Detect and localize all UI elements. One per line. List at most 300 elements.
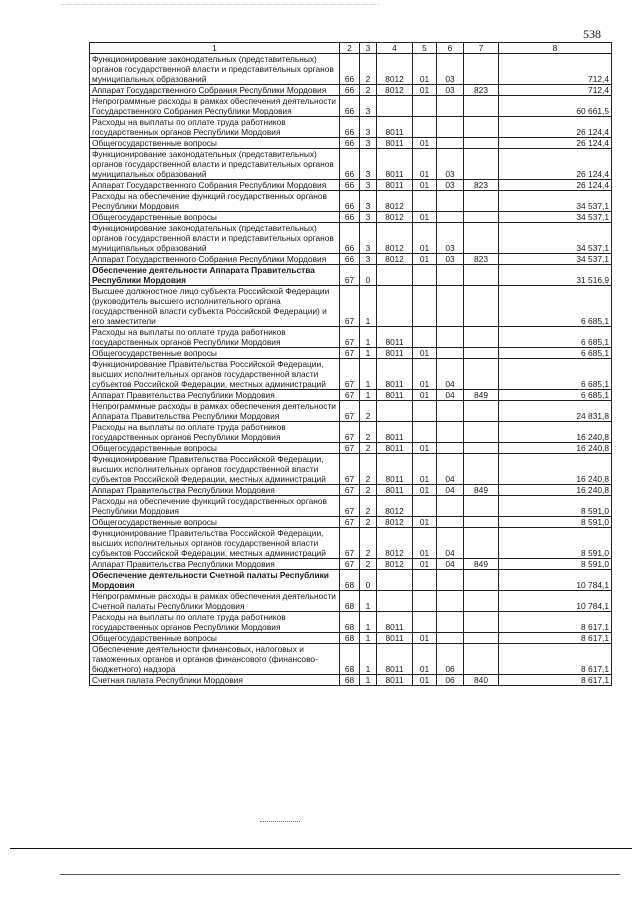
row-code-3: 2	[360, 559, 377, 570]
row-code-5: 01	[413, 633, 437, 644]
row-code-5	[413, 570, 437, 591]
row-code-7: 849	[464, 485, 499, 496]
row-code-6	[437, 96, 464, 117]
row-code-6	[437, 401, 464, 422]
row-description: Расходы на обеспечение функций государственных органов Республики Мордовия	[90, 496, 340, 517]
row-description: Функционирование законодательных (представительных) органов государственной власти и представительных органов муниципальных образований	[90, 149, 340, 180]
row-amount: 712,4	[499, 85, 612, 96]
row-description: Общегосударственные вопросы	[90, 212, 340, 223]
row-code-6	[437, 496, 464, 517]
row-code-7	[464, 359, 499, 390]
table-row	[90, 191, 612, 212]
row-code-3: 2	[360, 496, 377, 517]
row-code-6: 03	[437, 254, 464, 265]
row-description: Функционирование законодательных (представительных) органов государственной власти и представительных органов муниципальных образований	[90, 54, 340, 85]
row-code-3: 2	[360, 485, 377, 496]
row-code-2: 67	[340, 559, 360, 570]
row-code-3: 1	[360, 591, 377, 612]
row-code-7: 823	[464, 180, 499, 191]
row-code-3: 1	[360, 612, 377, 633]
row-code-7	[464, 149, 499, 180]
table-row	[90, 327, 612, 348]
row-code-2: 67	[340, 443, 360, 454]
row-code-4: 8011	[377, 348, 413, 359]
row-description: Расходы на выплаты по оплате труда работников государственных органов Республики Мордовия	[90, 422, 340, 443]
row-code-2: 66	[340, 149, 360, 180]
row-code-3: 1	[360, 286, 377, 327]
row-code-5: 01	[413, 348, 437, 359]
row-description: Расходы на выплаты по оплате труда работников государственных органов Республики Мордовия	[90, 612, 340, 633]
row-amount: 8 617,1	[499, 633, 612, 644]
row-description: Функционирование Правительства Российской Федерации, высших исполнительных органов государственной власти субъектов Российской Федерации, местных администраций	[90, 359, 340, 390]
row-code-5	[413, 327, 437, 348]
row-code-2: 67	[340, 390, 360, 401]
column-header: 1	[90, 43, 340, 54]
table-row	[90, 96, 612, 117]
row-code-5	[413, 191, 437, 212]
row-description: Общегосударственные вопросы	[90, 517, 340, 528]
row-code-5	[413, 265, 437, 286]
row-code-4	[377, 570, 413, 591]
row-code-6: 04	[437, 485, 464, 496]
row-code-4: 8011	[377, 633, 413, 644]
row-code-2: 66	[340, 138, 360, 149]
row-code-7: 840	[464, 675, 499, 686]
row-amount: 10 784,1	[499, 570, 612, 591]
table-row	[90, 633, 612, 644]
row-code-7: 849	[464, 559, 499, 570]
row-code-2: 67	[340, 401, 360, 422]
table-row	[90, 180, 612, 191]
row-code-2: 67	[340, 359, 360, 390]
row-code-5: 01	[413, 254, 437, 265]
row-code-6: 03	[437, 54, 464, 85]
row-description: Аппарат Государственного Собрания Республики Мордовия	[90, 180, 340, 191]
row-code-3: 3	[360, 254, 377, 265]
row-code-3: 2	[360, 401, 377, 422]
row-code-3: 1	[360, 633, 377, 644]
row-code-3: 0	[360, 570, 377, 591]
row-code-3: 0	[360, 265, 377, 286]
row-code-3: 2	[360, 528, 377, 559]
row-code-3: 3	[360, 191, 377, 212]
row-code-2: 66	[340, 54, 360, 85]
row-code-2: 67	[340, 485, 360, 496]
row-code-7	[464, 528, 499, 559]
row-code-4: 8012	[377, 496, 413, 517]
row-code-7	[464, 327, 499, 348]
row-description: Аппарат Государственного Собрания Республики Мордовия	[90, 85, 340, 96]
row-code-3: 3	[360, 180, 377, 191]
row-description: Обеспечение деятельности Аппарата Правительства Республики Мордовия	[90, 265, 340, 286]
row-code-7	[464, 348, 499, 359]
row-amount: 34 537,1	[499, 223, 612, 254]
row-description: Непрограммные расходы в рамках обеспечения деятельности Государственного Собрания Республики Мордовия	[90, 96, 340, 117]
row-code-4	[377, 401, 413, 422]
row-code-3: 1	[360, 390, 377, 401]
row-code-7: 849	[464, 390, 499, 401]
row-amount: 16 240,8	[499, 422, 612, 443]
table-row	[90, 390, 612, 401]
row-code-4: 8012	[377, 528, 413, 559]
row-code-4: 8011	[377, 454, 413, 485]
table-row	[90, 591, 612, 612]
row-code-3: 3	[360, 223, 377, 254]
row-code-2: 67	[340, 348, 360, 359]
row-code-5: 01	[413, 359, 437, 390]
row-code-7	[464, 286, 499, 327]
row-code-6: 04	[437, 559, 464, 570]
row-code-7	[464, 443, 499, 454]
row-code-6: 04	[437, 528, 464, 559]
row-code-3: 3	[360, 212, 377, 223]
row-description: Расходы на выплаты по оплате труда работников государственных органов Республики Мордовия	[90, 327, 340, 348]
row-code-4: 8011	[377, 443, 413, 454]
row-code-7	[464, 191, 499, 212]
row-amount: 26 124,4	[499, 149, 612, 180]
row-code-2: 68	[340, 570, 360, 591]
row-code-5: 01	[413, 443, 437, 454]
row-description: Общегосударственные вопросы	[90, 348, 340, 359]
row-code-6	[437, 117, 464, 138]
row-code-2: 68	[340, 675, 360, 686]
row-amount: 6 685,1	[499, 359, 612, 390]
row-amount: 8 591,0	[499, 559, 612, 570]
row-amount: 24 831,8	[499, 401, 612, 422]
row-code-3: 3	[360, 149, 377, 180]
row-code-5: 01	[413, 149, 437, 180]
row-code-4: 8011	[377, 485, 413, 496]
table-row	[90, 675, 612, 686]
row-code-4	[377, 96, 413, 117]
row-code-4	[377, 591, 413, 612]
row-code-2: 67	[340, 454, 360, 485]
table-row	[90, 223, 612, 254]
row-code-7	[464, 591, 499, 612]
row-code-2: 67	[340, 265, 360, 286]
table-row	[90, 54, 612, 85]
row-amount: 6 685,1	[499, 348, 612, 359]
table-row	[90, 485, 612, 496]
row-code-2: 68	[340, 591, 360, 612]
row-code-4: 8011	[377, 180, 413, 191]
column-header: 4	[377, 43, 413, 54]
row-code-6: 06	[437, 675, 464, 686]
table-body	[90, 54, 612, 686]
row-code-6: 04	[437, 390, 464, 401]
row-code-5: 01	[413, 180, 437, 191]
column-header: 7	[464, 43, 499, 54]
row-amount: 8 591,0	[499, 528, 612, 559]
row-code-7	[464, 644, 499, 675]
bottom-rule	[10, 848, 632, 849]
table-row	[90, 254, 612, 265]
row-description: Непрограммные расходы в рамках обеспечения деятельности Счетной палаты Республики Мордовия	[90, 591, 340, 612]
row-code-5: 01	[413, 54, 437, 85]
row-amount: 8 617,1	[499, 644, 612, 675]
row-amount: 10 784,1	[499, 591, 612, 612]
header-row	[90, 43, 612, 54]
scan-artifact-top	[60, 4, 380, 7]
row-code-7	[464, 612, 499, 633]
row-code-6	[437, 191, 464, 212]
row-code-7	[464, 117, 499, 138]
row-amount: 26 124,4	[499, 180, 612, 191]
table-row	[90, 286, 612, 327]
row-code-6	[437, 612, 464, 633]
table-row	[90, 496, 612, 517]
row-code-3: 1	[360, 644, 377, 675]
column-header: 2	[340, 43, 360, 54]
row-code-3: 1	[360, 327, 377, 348]
table-row	[90, 644, 612, 675]
row-code-5: 01	[413, 528, 437, 559]
row-code-7	[464, 401, 499, 422]
row-code-4: 8011	[377, 422, 413, 443]
row-code-5	[413, 117, 437, 138]
row-description: Функционирование Правительства Российской Федерации, высших исполнительных органов государственной власти субъектов Российской Федерации, местных администраций	[90, 454, 340, 485]
row-code-4: 8011	[377, 644, 413, 675]
row-amount: 712,4	[499, 54, 612, 85]
row-amount: 8 617,1	[499, 612, 612, 633]
row-code-5: 01	[413, 644, 437, 675]
row-code-6	[437, 570, 464, 591]
row-code-4: 8012	[377, 223, 413, 254]
row-code-6	[437, 348, 464, 359]
table-row	[90, 212, 612, 223]
row-code-2: 68	[340, 633, 360, 644]
row-code-3: 1	[360, 675, 377, 686]
row-description: Общегосударственные вопросы	[90, 138, 340, 149]
row-amount: 8 591,0	[499, 496, 612, 517]
row-code-2: 66	[340, 212, 360, 223]
row-code-4: 8012	[377, 254, 413, 265]
row-code-5	[413, 96, 437, 117]
row-description: Общегосударственные вопросы	[90, 633, 340, 644]
row-code-4: 8011	[377, 327, 413, 348]
bottom-rule-thin	[60, 874, 620, 875]
row-amount: 6 685,1	[499, 327, 612, 348]
table-row	[90, 612, 612, 633]
table-row	[90, 359, 612, 390]
row-code-6: 03	[437, 149, 464, 180]
row-code-3: 2	[360, 443, 377, 454]
row-code-7	[464, 633, 499, 644]
row-code-3: 2	[360, 85, 377, 96]
row-code-2: 67	[340, 496, 360, 517]
row-code-4: 8012	[377, 85, 413, 96]
row-code-2: 68	[340, 612, 360, 633]
row-code-5	[413, 591, 437, 612]
row-code-7	[464, 454, 499, 485]
row-code-2: 67	[340, 528, 360, 559]
row-code-2: 67	[340, 327, 360, 348]
row-code-6	[437, 265, 464, 286]
row-code-5	[413, 401, 437, 422]
row-code-3: 3	[360, 138, 377, 149]
row-description: Общегосударственные вопросы	[90, 443, 340, 454]
row-description: Аппарат Государственного Собрания Республики Мордовия	[90, 254, 340, 265]
row-code-5: 01	[413, 675, 437, 686]
row-code-2: 66	[340, 85, 360, 96]
row-code-6: 04	[437, 454, 464, 485]
row-code-2: 66	[340, 117, 360, 138]
row-description: Непрограммные расходы в рамках обеспечения деятельности Аппарата Правительства Республики Мордовия	[90, 401, 340, 422]
row-amount: 26 124,4	[499, 138, 612, 149]
row-code-7	[464, 570, 499, 591]
row-code-7: 823	[464, 85, 499, 96]
row-code-5: 01	[413, 559, 437, 570]
row-code-7	[464, 517, 499, 528]
table-row	[90, 559, 612, 570]
row-code-2: 67	[340, 286, 360, 327]
row-code-3: 2	[360, 454, 377, 485]
row-code-7	[464, 223, 499, 254]
row-amount: 31 516,9	[499, 265, 612, 286]
row-description: Аппарат Правительства Республики Мордовия	[90, 485, 340, 496]
row-description: Аппарат Правительства Республики Мордовия	[90, 390, 340, 401]
row-code-4: 8012	[377, 212, 413, 223]
row-code-3: 1	[360, 348, 377, 359]
row-amount: 16 240,8	[499, 443, 612, 454]
row-code-6	[437, 212, 464, 223]
row-code-3: 2	[360, 517, 377, 528]
table-row	[90, 517, 612, 528]
row-code-4: 8011	[377, 612, 413, 633]
row-code-4: 8011	[377, 138, 413, 149]
page-number: 538	[583, 27, 601, 41]
row-code-6: 03	[437, 180, 464, 191]
row-code-4: 8012	[377, 54, 413, 85]
row-code-5: 01	[413, 485, 437, 496]
table-row	[90, 149, 612, 180]
row-code-2: 68	[340, 644, 360, 675]
row-amount: 34 537,1	[499, 254, 612, 265]
row-code-2: 67	[340, 422, 360, 443]
row-code-3: 3	[360, 96, 377, 117]
row-code-5: 01	[413, 212, 437, 223]
row-code-4: 8011	[377, 675, 413, 686]
row-amount: 6 685,1	[499, 390, 612, 401]
budget-table	[89, 42, 612, 686]
row-amount: 26 124,4	[499, 117, 612, 138]
row-code-3: 2	[360, 422, 377, 443]
row-code-6	[437, 517, 464, 528]
row-code-6: 03	[437, 223, 464, 254]
row-code-5: 01	[413, 85, 437, 96]
row-code-5: 01	[413, 390, 437, 401]
row-code-2: 66	[340, 96, 360, 117]
table-row	[90, 422, 612, 443]
row-description: Аппарат Правительства Республики Мордовия	[90, 559, 340, 570]
table-row	[90, 454, 612, 485]
table-row	[90, 265, 612, 286]
row-code-3: 3	[360, 117, 377, 138]
row-code-6	[437, 327, 464, 348]
row-amount: 8 617,1	[499, 675, 612, 686]
row-description: Функционирование законодательных (представительных) органов государственной власти и представительных органов муниципальных образований	[90, 223, 340, 254]
row-amount: 16 240,8	[499, 485, 612, 496]
row-code-7	[464, 212, 499, 223]
table-row	[90, 348, 612, 359]
row-code-7	[464, 54, 499, 85]
row-code-5: 01	[413, 454, 437, 485]
row-code-4: 8011	[377, 359, 413, 390]
row-code-2: 66	[340, 191, 360, 212]
row-description: Расходы на обеспечение функций государственных органов Республики Мордовия	[90, 191, 340, 212]
table-row	[90, 85, 612, 96]
row-code-6: 03	[437, 85, 464, 96]
column-header: 6	[437, 43, 464, 54]
row-description: Обеспечение деятельности Счетной палаты Республики Мордовия	[90, 570, 340, 591]
row-code-3: 2	[360, 54, 377, 85]
table-row	[90, 443, 612, 454]
row-code-5: 01	[413, 138, 437, 149]
row-code-4: 8012	[377, 517, 413, 528]
row-description: Функционирование Правительства Российской Федерации, высших исполнительных органов государственной власти субъектов Российской Федерации, местных администраций	[90, 528, 340, 559]
row-code-7	[464, 138, 499, 149]
row-code-6	[437, 138, 464, 149]
table-row	[90, 528, 612, 559]
row-code-4	[377, 286, 413, 327]
row-code-5	[413, 286, 437, 327]
table-row	[90, 570, 612, 591]
row-code-6: 04	[437, 359, 464, 390]
row-code-6	[437, 422, 464, 443]
row-code-3: 1	[360, 359, 377, 390]
row-amount: 8 591,0	[499, 517, 612, 528]
row-code-6	[437, 443, 464, 454]
table-row	[90, 138, 612, 149]
row-code-5	[413, 496, 437, 517]
row-code-4: 8012	[377, 191, 413, 212]
row-code-2: 66	[340, 180, 360, 191]
row-code-6	[437, 286, 464, 327]
row-description: Обеспечение деятельности финансовых, налоговых и таможенных органов и органов финансового (финансово-бюджетного) надзора	[90, 644, 340, 675]
row-code-7	[464, 265, 499, 286]
row-code-5	[413, 612, 437, 633]
row-description: Высшее должностное лицо субъекта Российской Федерации (руководитель высшего исполнительного органа государственной власти субъекта Российской Федерации) и его заместители	[90, 286, 340, 327]
table-row	[90, 401, 612, 422]
column-header: 8	[499, 43, 612, 54]
row-amount: 60 661,5	[499, 96, 612, 117]
scan-artifact-dots	[260, 821, 300, 822]
row-code-4: 8011	[377, 117, 413, 138]
row-code-5	[413, 422, 437, 443]
row-code-7	[464, 422, 499, 443]
row-code-2: 66	[340, 254, 360, 265]
row-code-7: 823	[464, 254, 499, 265]
row-description: Счетная палата Республики Мордовия	[90, 675, 340, 686]
row-code-4: 8012	[377, 559, 413, 570]
column-header: 3	[360, 43, 377, 54]
row-code-5: 01	[413, 223, 437, 254]
row-code-6	[437, 591, 464, 612]
table-row	[90, 117, 612, 138]
row-code-5: 01	[413, 517, 437, 528]
row-amount: 34 537,1	[499, 212, 612, 223]
row-code-6	[437, 633, 464, 644]
row-code-6: 06	[437, 644, 464, 675]
row-code-2: 67	[340, 517, 360, 528]
row-description: Расходы на выплаты по оплате труда работников государственных органов Республики Мордовия	[90, 117, 340, 138]
row-code-7	[464, 96, 499, 117]
row-amount: 34 537,1	[499, 191, 612, 212]
column-header: 5	[413, 43, 437, 54]
row-code-4: 8011	[377, 149, 413, 180]
row-code-4	[377, 265, 413, 286]
row-code-2: 66	[340, 223, 360, 254]
